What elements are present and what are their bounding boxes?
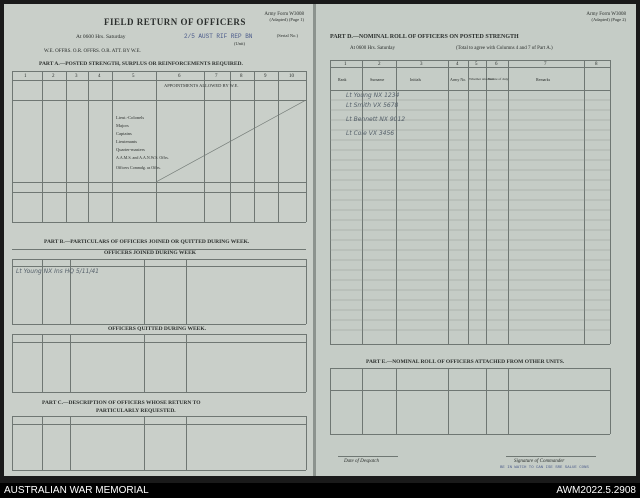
signature-label: Signature of Commander <box>514 459 565 464</box>
rank-qm: Quarter-masters <box>116 147 145 152</box>
part-c-subheading: PARTICULARLY REQUESTED. <box>96 408 176 414</box>
d-head-rank: Rank <box>338 77 347 82</box>
d-row-4: Lt Cole VX 3456 <box>346 130 395 137</box>
serial-label: (Serial No.) <box>276 33 298 38</box>
quitted-heading: OFFICERS QUITTED DURING WEEK. <box>108 326 206 332</box>
at-line: At 0600 Hrs. Saturday <box>76 34 126 40</box>
joined-heading: OFFICERS JOINED DURING WEEK <box>104 250 197 256</box>
col-6: 6 <box>178 74 181 79</box>
part-c-heading: PART C.—DESCRIPTION OF OFFICERS WHOSE RETURN TO <box>42 400 201 406</box>
date-of-despatch-label: Date of Despatch <box>344 459 379 464</box>
col-8: 8 <box>240 74 243 79</box>
part-a-heading: PART A.—POSTED STRENGTH, SURPLUS OR REINFORCEMENTS REQUIRED. <box>39 61 243 67</box>
footer-right: AWM2022.5.2908 <box>556 485 636 496</box>
footer-left: AUSTRALIAN WAR MEMORIAL <box>4 485 149 496</box>
part-d-heading: PART D.—NOMINAL ROLL OF OFFICERS ON POSTED STRENGTH <box>330 34 519 40</box>
d-head-duty: Nature of duty <box>488 77 509 81</box>
joined-handwritten: Lt Young NX Ins HQ 5/11/41 <box>16 268 99 275</box>
part-e-heading: PART E.—NOMINAL ROLL OF OFFICERS ATTACHED FROM OTHER UNITS. <box>366 359 565 365</box>
d-head-initials: Initials <box>410 77 422 82</box>
form-reference-right: Army Form W3008 <box>586 12 626 17</box>
col-4: 4 <box>98 74 101 79</box>
col-2: 2 <box>52 74 55 79</box>
col-10: 10 <box>289 74 294 79</box>
d-col-3: 3 <box>420 62 423 67</box>
d-head-attached: Whether attached <box>469 77 494 81</box>
signature-stamp: BE IN WATCH TO CAN ISE SRE SALUE CONS <box>500 466 589 470</box>
col-9: 9 <box>264 74 267 79</box>
d-col-1: 1 <box>344 62 347 67</box>
counts-line: W.E. OFFRS. O.R. OFFRS. O.R. ATT. BY W.E. <box>44 49 141 54</box>
page-title: FIELD RETURN OF OFFICERS <box>104 17 246 27</box>
part-b-heading: PART B.—PARTICULARS OF OFFICERS JOINED OR QUITTED DURING WEEK. <box>44 239 250 245</box>
d-col-5: 5 <box>475 62 478 67</box>
rank-offrs-commdg: Officers Commdg. as Offrs. <box>116 165 161 170</box>
col-5: 5 <box>132 74 135 79</box>
left-page <box>4 4 314 476</box>
d-row-1: Lt Young NX 1234 <box>346 92 400 99</box>
col-7: 7 <box>215 74 218 79</box>
d-head-surname: Surname <box>370 77 385 82</box>
diagonal-strike <box>156 100 306 182</box>
right-page <box>316 4 636 476</box>
d-col-4: 4 <box>456 62 459 67</box>
d-row-2: Lt Smith VX 5678 <box>346 102 399 109</box>
rank-aams: A.A.M.S. and A.A.N.W.S. Offrs. <box>116 155 169 160</box>
d-col-2: 2 <box>378 62 381 67</box>
unit-stamp: 2/5 AUST RIF REP BN <box>184 33 253 40</box>
rank-majors: Majors <box>116 123 129 128</box>
d-col-8: 8 <box>595 62 598 67</box>
d-row-3: Lt Bennett NX 9012 <box>346 116 406 123</box>
d-head-remarks: Remarks <box>536 77 551 82</box>
rank-captains: Captains <box>116 131 132 136</box>
d-col-6: 6 <box>495 62 498 67</box>
d-head-army-no: Army No. <box>450 77 467 82</box>
part-d-total-note: (Total to agree with Columns 4 and 7 of Part A.) <box>456 46 553 51</box>
part-d-row-lines <box>330 90 610 344</box>
form-reference-2: (Adapted) (Page 1) <box>269 17 304 22</box>
form-reference-right-2: (Adapted) (Page 2) <box>591 17 626 22</box>
part-d-at-line: At 0600 Hrs. Saturday <box>350 46 395 51</box>
rank-lt-col: Lieut.-Colonels <box>116 115 145 120</box>
col-3: 3 <box>75 74 78 79</box>
archive-footer <box>0 483 640 498</box>
d-col-7: 7 <box>544 62 547 67</box>
unit-label: (Unit) <box>234 41 245 46</box>
appointments-label: APPOINTMENTS ALLOWED BY W.E. <box>164 83 239 88</box>
col-1: 1 <box>24 74 27 79</box>
rank-lieutenants: Lieutenants <box>116 139 137 144</box>
form-reference: Army Form W3008 <box>264 12 304 17</box>
